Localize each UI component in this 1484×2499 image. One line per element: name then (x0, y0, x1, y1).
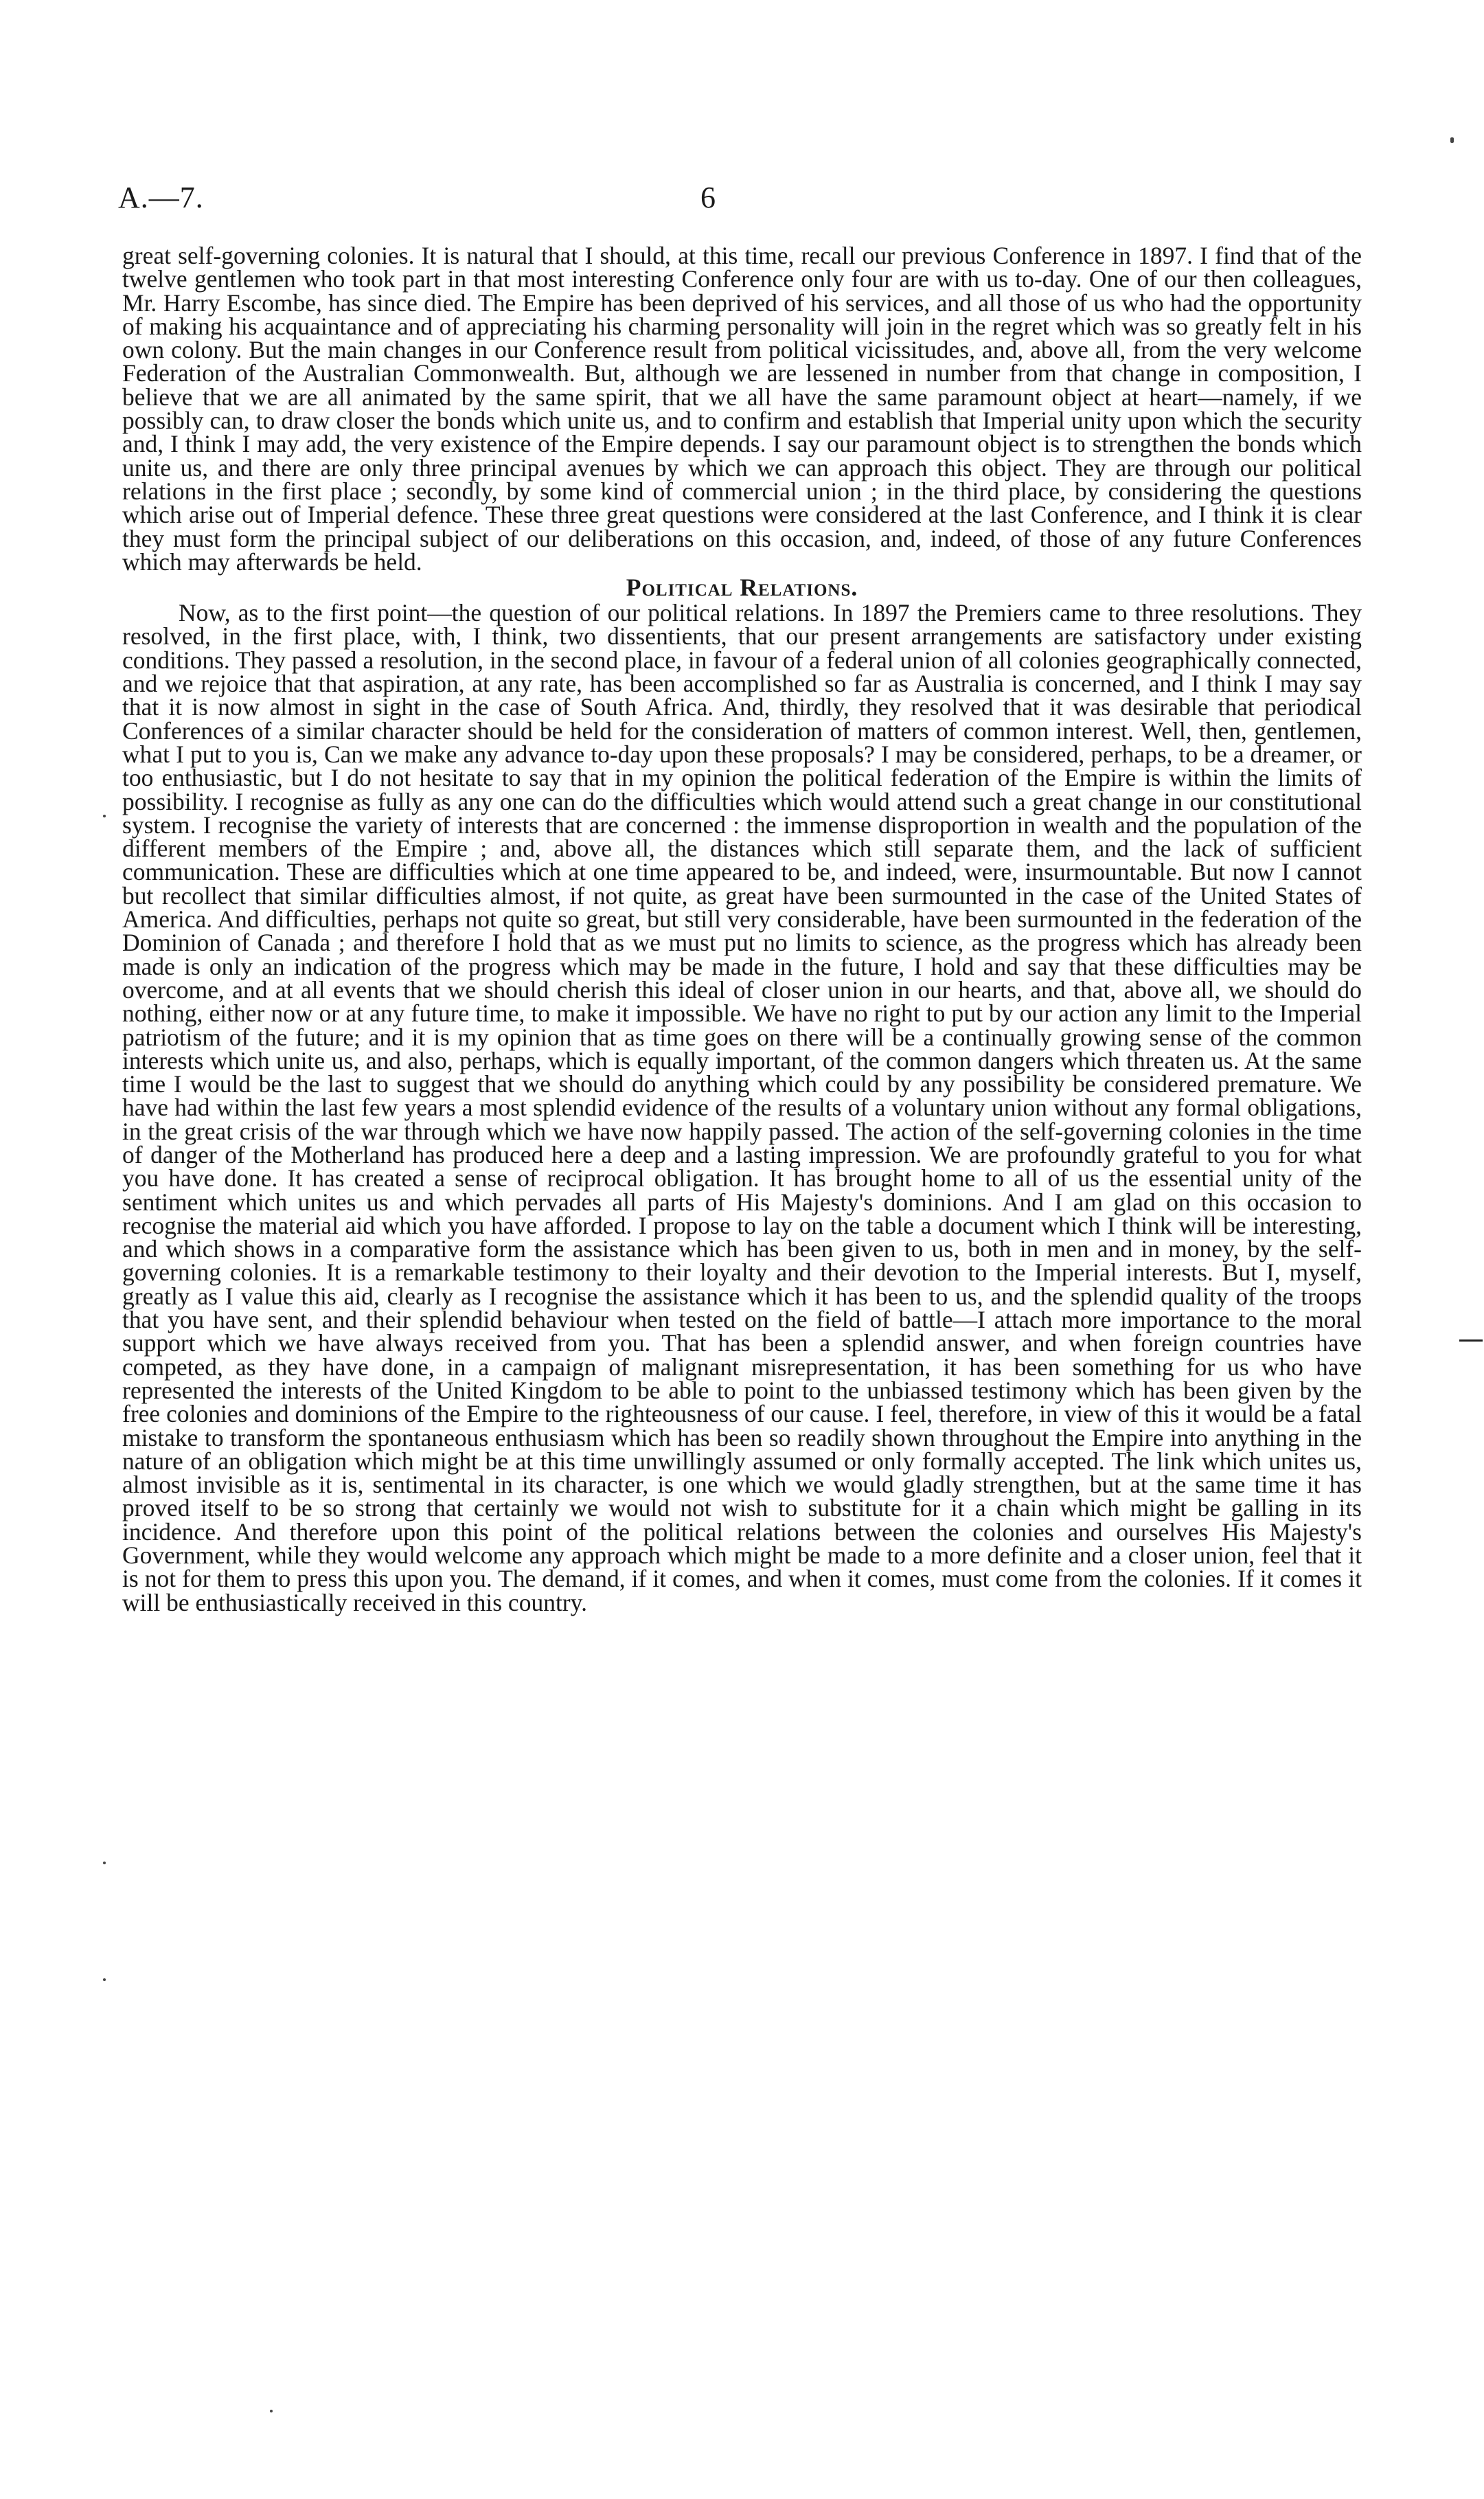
margin-mark (270, 2410, 273, 2412)
paragraph-political-relations: Now, as to the first point—the question of our political relations. In 1897 the Premiers came to three resolutions. They resolved, in the first place, with, I think, two dissentients, that our present arrangements are satisfactory under existing conditions. They passed a resolution, in the second place, in favour of a federal union of all colonies geographically connected, and we rejoice that that aspiration, at any rate, has been accomplished so far as Australia is concerned, and I think I may say that it is now almost in sight in the case of South Africa. And, thirdly, they resolved that it was desirable that periodical Conferences of a similar character should be held for the consideration of matters of common interest. Well, then, gentlemen, what I put to you is, Can we make any advance to-day upon these proposals? I may be considered, perhaps, to be a dreamer, or too enthusiastic, but I do not hesitate to say that in my opinion the political federation of the Empire is within the limits of possibility. I recognise as fully as any one can do the difficulties which would attend such a great change in our constitutional system. I recognise the variety of interests that are concerned : the immense disproportion in wealth and the population of the different members of the Empire ; and, above all, the distances which still separate them, and the lack of sufficient communication. These are difficulties which at one time appeared to be, and indeed, were, insurmountable. But now I cannot but recollect that similar difficulties almost, if not quite, as great have been surmounted in the case of the United States of America. And difficulties, perhaps not quite so great, but still very considerable, have been surmounted in the federation of the Dominion of Canada ; and therefore I hold that as we must put no limits to science, as the progress which has already been made is only an indication of the progress which may be made in the future, I hold and say that these difficulties may be overcome, and at all events that we should cherish this ideal of closer union in our hearts, and that, above all, we should do nothing, either now or at any future time, to make it impossible. We have no right to put by our action any limit to the Imperial patriotism of the future; and it is my opinion that as time goes on there will be a continually growing sense of the common interests which unite us, and also, perhaps, which is equally important, of the common dangers which threaten us. At the same time I would be the last to suggest that we should do anything which could by any possibility be considered premature. We have had within the last few years a most splendid evidence of the results of a voluntary union without any formal obligations, in the great crisis of the war through which we have now happily passed. The action of the self-governing colonies in the time of danger of the Motherland has produced here a deep and a lasting impression. We are profoundly grateful to you for what you have done. It has created a sense of reciprocal obligation. It has brought home to all of us the essential unity of the sentiment which unites us and which pervades all parts of His Majesty's dominions. And I am glad on this occasion to recognise the material aid which you have afforded. I propose to lay on the table a document which I think will be interesting, and which shows in a comparative form the assistance which has been given to us, both in men and in money, by the self-governing colonies. It is a remarkable testimony to their loyalty and their devotion to the Imperial interests. But I, myself, greatly as I value this aid, clearly as I recognise the assistance which it has been to us, and the splendid quality of the troops that you have sent, and their splendid behaviour when tested on the field of battle—I attach more importance to the moral support which we have always received from you. That has been a splendid answer, and when foreign countries have competed, as they have done, in a campaign of malignant misrepresentation, it has been something for us who have represented the interests of the United Kingdom to be able to point to the unbiassed testimony which has been given by the free colonies and dominions of the Empire to the righteousness of our cause. I feel, therefore, in view of this it would be a fatal mistake to transform the spontaneous enthusiasm which has been so readily shown throughout the Empire into anything in the nature of an obligation which might be at this time unwillingly assumed or only formally accepted. The link which unites us, almost invisible as it is, sentimental in its character, is one which we would gladly strengthen, but at the same time it has proved itself to be so strong that certainly we would not wish to substitute for it a chain which might be galling in its incidence. And therefore upon this point of the political relations between the colonies and ourselves His Majesty's Government, while they would welcome any approach which might be made to a more definite and a closer union, feel that it is not for them to press this upon you. The demand, if it comes, and when it comes, must come from the colonies. If it comes it will be enthusiastically received in this country. (122, 599, 1362, 1616)
margin-mark (1459, 1339, 1483, 1342)
body-text (122, 244, 1362, 1614)
paragraph-continued: great self-governing colonies. It is natural that I should, at this time, recall our previous Conference in 1897. I find that of the twelve gentlemen who took part in that most interesting Conference only four are with us to-day. One of our then colleagues, Mr. Harry Escombe, has since died. The Empire has been deprived of his services, and all those of us who had the opportunity of making his acquaintance and of appreciating his charming personality will join in the regret which was so greatly felt in his own colony. But the main changes in our Conference result from political vicissitudes, and, above all, from the very welcome Federation of the Australian Commonwealth. But, although we are lessened in number from that change in composition, I believe that we are all animated by the same spirit, that we all have the same paramount object at heart—namely, if we possibly can, to draw closer the bonds which unite us, and to confirm and establish that Imperial unity upon which the security and, I think I may add, the very existence of the Empire depends. I say our paramount object is to strengthen the bonds which unite us, and there are only three principal avenues by which we can approach this object. They are through our political relations in the first place ; secondly, by some kind of commercial union ; in the third place, by considering the questions which arise out of Imperial defence. These three great questions were considered at the last Conference, and I think it is clear they must form the principal subject of our deliberations on this occasion, and, indeed, of those of any future Conferences which may afterwards be held. (122, 242, 1362, 576)
section-heading: Political Relations. (626, 574, 858, 602)
page-header (118, 180, 1368, 221)
margin-mark (103, 815, 106, 817)
page-number: 6 (700, 181, 716, 214)
margin-mark (103, 1978, 106, 1981)
margin-mark (1450, 137, 1454, 143)
document-reference: A.—7. (118, 181, 204, 214)
margin-mark (103, 1862, 106, 1864)
